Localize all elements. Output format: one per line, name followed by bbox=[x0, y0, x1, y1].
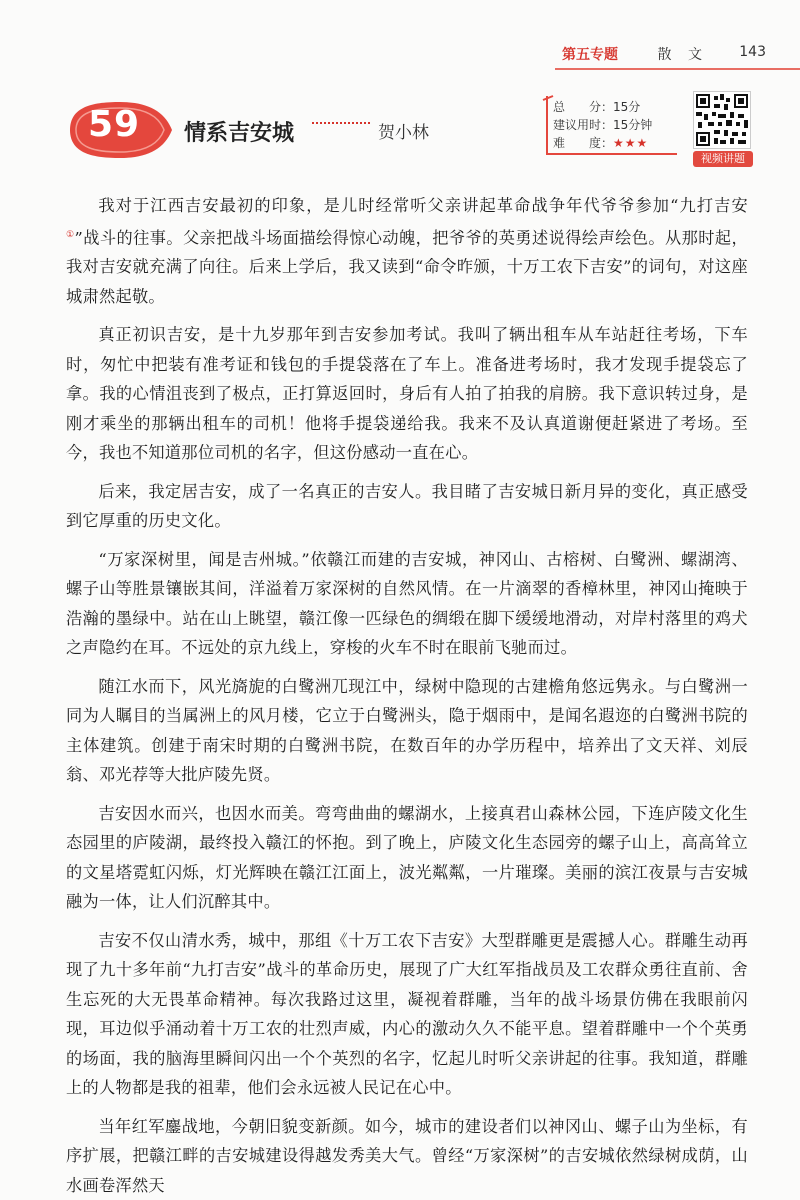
paragraph-8: 当年红军鏖战地，今朝旧貌变新颜。如今，城市的建设者们以神冈山、螺子山为坐标，有序扩展，把赣江畔的吉安城建设得越发秀美大气。曾经“万家深树”的吉安城依然绿树成荫，山水画卷浑然天 bbox=[66, 1116, 748, 1195]
info-time-label: 建议用时： bbox=[553, 118, 614, 132]
difficulty-stars: ★★★ bbox=[613, 136, 649, 150]
header-topic: 第五专题 bbox=[562, 47, 618, 63]
info-time bbox=[553, 116, 652, 133]
qr-code-pattern bbox=[694, 92, 750, 148]
video-lecture-label[interactable]: 视频讲题 bbox=[693, 151, 753, 167]
footnote-marker[interactable]: ① bbox=[66, 229, 75, 240]
info-time-value: 15分钟 bbox=[613, 118, 653, 132]
title-dotted-line bbox=[312, 122, 370, 124]
info-difficulty-label: 难 度： bbox=[553, 136, 614, 150]
header-rule bbox=[555, 68, 800, 70]
paragraph-4: “万家深树里，闻是吉州城。”依赣江而建的吉安城，神冈山、古榕树、白鹭洲、螺湖湾、螺子山等胜景镶嵌其间，洋溢着万家深树的自然风情。在一片滴翠的香樟林里，神冈山掩映于浩瀚的墨绿中。站在山上眺望，赣江像一匹绿色的绸缎在脚下缓缓地滑动，对岸村落里的鸡犬之声隐约在耳。不远处的京九线上，穿梭的火车不时在眼前飞驰而过。 bbox=[66, 549, 748, 658]
article-body bbox=[66, 191, 748, 1195]
article-number: 59 bbox=[88, 104, 141, 145]
header-section: 散 文 bbox=[657, 47, 708, 63]
info-box bbox=[541, 94, 681, 158]
info-total-value: 15分 bbox=[613, 100, 641, 114]
qr-code-icon[interactable] bbox=[693, 91, 751, 149]
article-author: 贺小林 bbox=[378, 123, 429, 143]
info-difficulty bbox=[553, 134, 648, 151]
paragraph-6: 吉安因水而兴，也因水而美。弯弯曲曲的螺湖水，上接真君山森林公园，下连庐陵文化生态园里的庐陵湖，最终投入赣江的怀抱。到了晚上，庐陵文化生态园旁的螺子山上，高高耸立的文星塔霓虹闪烁，灯光辉映在赣江江面上，波光粼粼，一片璀璨。美丽的滨江夜景与吉安城融为一体，让人们沉醉其中。 bbox=[66, 803, 748, 912]
paragraph-5: 随江水而下，风光旖旎的白鹭洲兀现江中，绿树中隐现的古建檐角悠远隽永。与白鹭洲一同为人瞩目的当属洲上的风月楼，它立于白鹭洲头，隐于烟雨中，是闻名遐迩的白鹭洲书院的主体建筑。创建于南宋时期的白鹭洲书院，在数百年的办学历程中，培养出了文天祥、刘辰翁、邓光荐等大批庐陵先贤。 bbox=[66, 676, 748, 785]
info-total-label: 总 分： bbox=[553, 100, 614, 114]
paragraph-3: 后来，我定居吉安，成了一名真正的吉安人。我目睹了吉安城日新月异的变化，真正感受到它厚重的历史文化。 bbox=[66, 481, 748, 531]
page-number: 143 bbox=[739, 44, 766, 60]
article-number-badge bbox=[64, 98, 176, 162]
article-title: 情系吉安城 bbox=[184, 121, 295, 146]
paragraph-2: 真正初识吉安，是十九岁那年到吉安参加考试。我叫了辆出租车从车站赶往考场，下车时，匆忙中把装有准考证和钱包的手提袋落在了车上。准备进考场时，我才发现手提袋忘了拿。我的心情沮丧到了极点，正打算返回时，身后有人拍了拍我的肩膀。我下意识转过身，是刚才乘坐的那辆出租车的司机！他将手提袋递给我。我来不及认真道谢便赶紧进了考场。至今，我也不知道那位司机的名字，但这份感动一直在心。 bbox=[66, 325, 748, 463]
paragraph-1: 我对于江西吉安最初的印象，是儿时经常听父亲讲起革命战争年代爷爷参加“九打吉安①”战斗的往事。父亲把战斗场面描绘得惊心动魄，把爷爷的英勇述说得绘声绘色。从那时起，我对吉安就充满了向往。后来上学后，我又读到“命令昨颁，十万工农下吉安”的词句，对这座城肃然起敬。 bbox=[66, 196, 748, 306]
paragraph-7: 吉安不仅山清水秀，城中，那组《十万工农下吉安》大型群雕更是震撼人心。群雕生动再现了九十多年前“九打吉安”战斗的革命历史，展现了广大红军指战员及工农群众勇往直前、舍生忘死的大无畏革命精神。每次我路过这里，凝视着群雕，当年的战斗场景仿佛在我眼前闪现，耳边似乎涌动着十万工农的壮烈声威，内心的激动久久不能平息。望着群雕中一个个英勇的场面，我的脑海里瞬间闪出一个个英烈的名字，忆起儿时听父亲讲起的往事。我知道，群雕上的人物都是我的祖辈，他们会永远被人民记在心中。 bbox=[66, 930, 748, 1098]
info-total bbox=[553, 98, 640, 115]
